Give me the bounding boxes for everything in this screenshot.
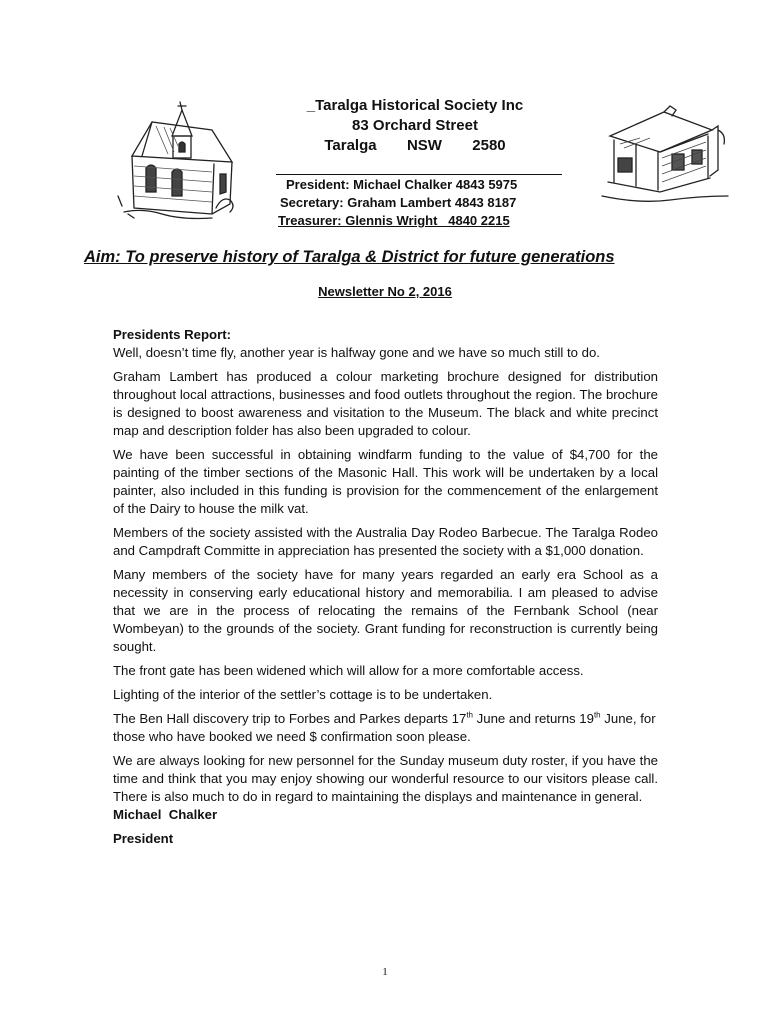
presidents-report [113,326,658,854]
ordinal-suffix: th [593,710,601,720]
header-divider [276,174,562,175]
ordinal-suffix: th [466,710,473,720]
trip-text-c: June, for those who have booked we need $ confirmation soon please. [113,711,656,744]
secretary-line: Secretary: Graham Lambert 4843 8187 [280,195,517,210]
signature-title: President [113,831,174,846]
report-paragraph: We are always looking for new personnel for the Sunday museum duty roster, if you have the time and think that you may enjoy showing our wonderful resource to our visitors please call. There is also much to do in regard to maintaining the displays and maintenance in general. [113,753,658,804]
report-paragraph: We have been successful in obtaining windfarm funding to the value of $4,700 for the painting of the timber sections of the Masonic Hall. This work will be undertaken by a local painter, also included in this funding is provision for the commencement of the enlargement of the Dairy to house the milk vat. [113,447,658,516]
signature-name: Michael Chalker [113,807,218,822]
trip-text-b: June and returns 19 [472,711,594,726]
aim-statement: Aim: To preserve history of Taralga & District for future generations [84,248,615,266]
page-number: 1 [382,966,388,978]
report-paragraph: The front gate has been widened which will allow for a more comfortable access. [113,663,584,678]
cottage-sketch [600,100,730,210]
state: NSW [406,137,442,154]
society-name: _Taralga Historical Society Inc [306,97,524,114]
trip-text-a: The Ben Hall discovery trip to Forbes and Parkes departs 17 [113,711,467,726]
report-paragraph: Lighting of the interior of the settler’s cottage is to be undertaken. [113,687,493,702]
report-paragraph [113,710,658,746]
town: Taralga [324,137,377,154]
town-line [250,136,580,156]
treasurer-line: Treasurer: Glennis Wright 4840 2215 [278,213,510,228]
postcode: 2580 [472,137,506,154]
report-paragraph: Members of the society assisted with the Australia Day Rodeo Barbecue. The Taralga Rodeo and Campdraft Committe in appreciation has presented the society with a $1,000 donation. [113,525,658,558]
church-sketch [112,96,257,226]
street-address: 83 Orchard Street [352,117,478,134]
report-paragraph: Well, doesn’t time fly, another year is halfway gone and we have so much still to do. [113,345,600,360]
newsletter-number: Newsletter No 2, 2016 [318,284,452,299]
president-line: President: Michael Chalker 4843 5975 [286,177,518,192]
report-paragraph: Graham Lambert has produced a colour marketing brochure designed for distribution throughout local attractions, businesses and food outlets throughout the region. The brochure is designed to boost awareness and visitation to the Museum. The black and white precinct map and description folder has also been upgraded to colour. [113,369,658,438]
report-paragraph: Many members of the society have for many years regarded an early era School as a necessity in conserving early educational history and memorabilia. I am pleased to advise that we are in the process of relocating the remains of the Fernbank School (near Wombeyan) to the grounds of the society. Grant funding for reconstruction is currently being sought. [113,567,658,654]
office-bearers [276,176,562,230]
report-title: Presidents Report: [113,327,231,342]
letterhead [250,96,580,156]
